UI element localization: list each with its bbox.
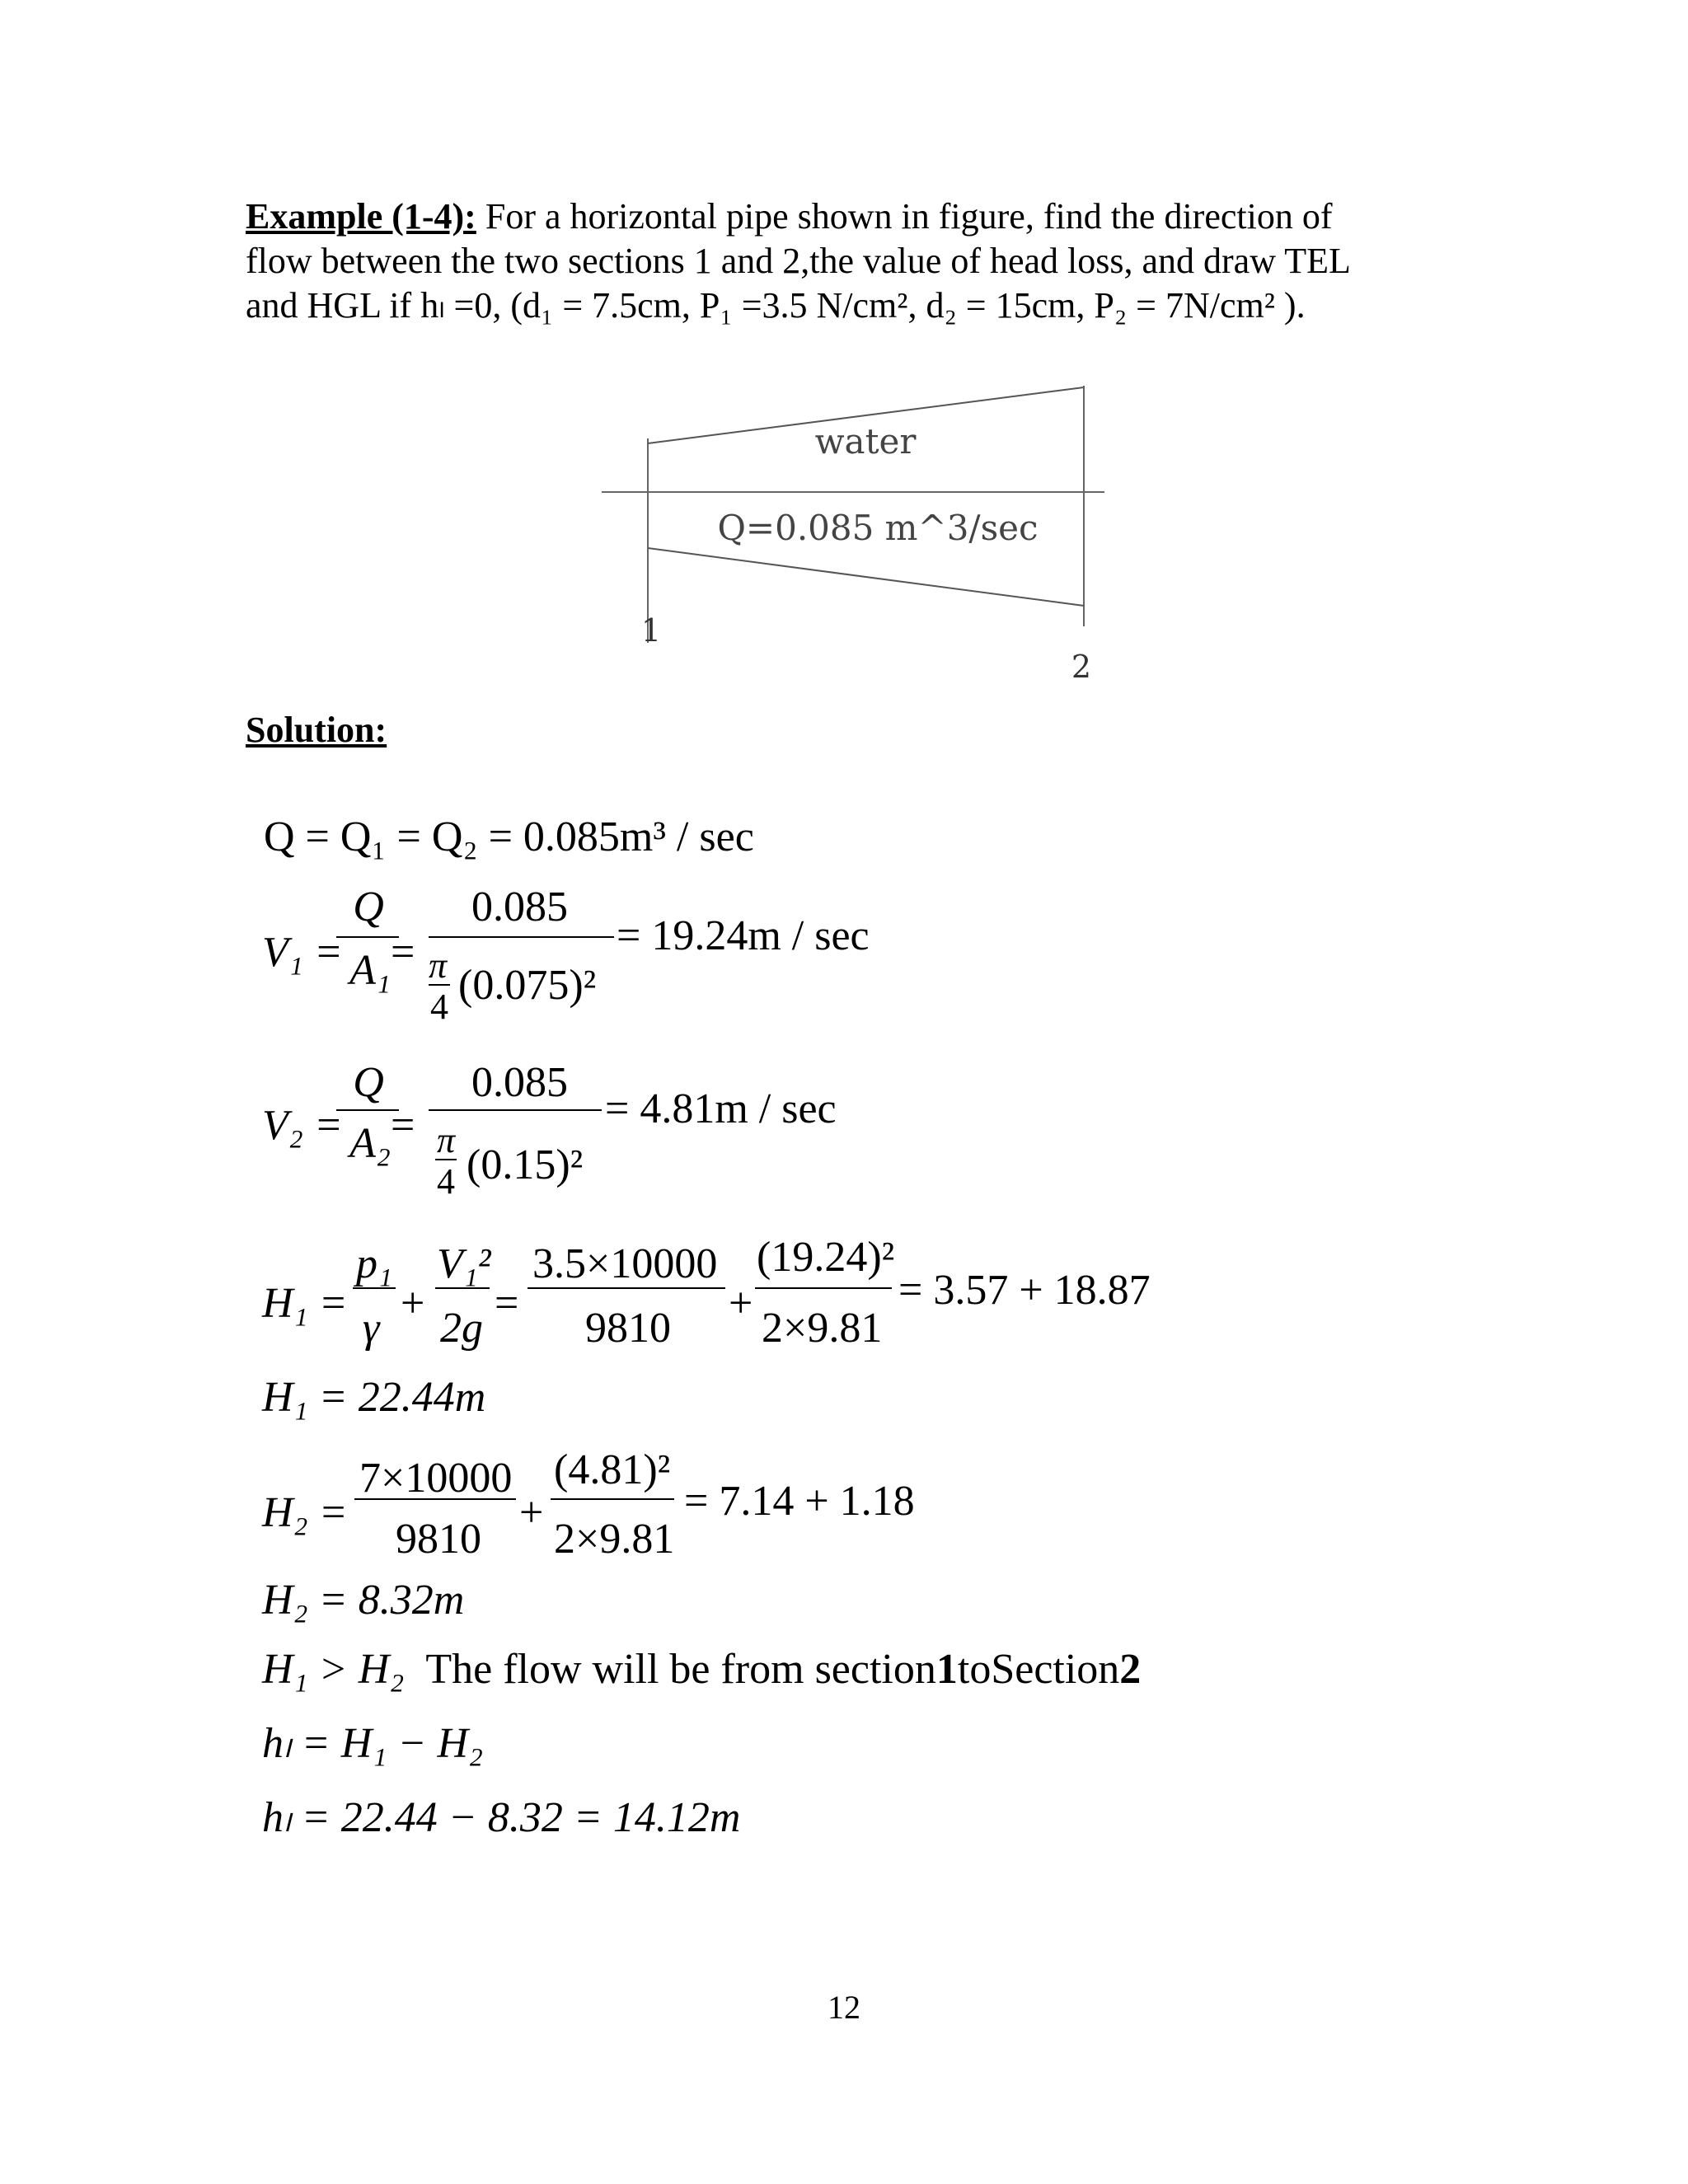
section-2-label: 2 xyxy=(1071,649,1092,685)
h1-plus-1: + xyxy=(401,1280,425,1327)
h1-eq-sign: = xyxy=(495,1280,519,1327)
h1-lhs: H₁ = xyxy=(262,1280,348,1327)
v1-lhs: V₁ = xyxy=(262,929,343,976)
h1-bar-1 xyxy=(528,1287,725,1289)
flow-direction-to: toSection xyxy=(957,1646,1120,1693)
section-to: 2 xyxy=(1119,1646,1142,1693)
flow-direction-statement xyxy=(262,1648,1141,1691)
v1-result: = 19.24m / sec xyxy=(617,912,870,959)
v2-frac-bar-1 xyxy=(336,1109,399,1111)
v1-four: 4 xyxy=(430,987,448,1027)
h1-num-2: (19.24)² xyxy=(757,1234,895,1281)
h2-num-1: 7×10000 xyxy=(359,1455,513,1502)
h1-den-1: 9810 xyxy=(585,1305,671,1352)
v2-a: A₂ xyxy=(349,1120,391,1167)
statement-line-1: For a horizontal pipe shown in figure, find the direction of xyxy=(476,196,1333,237)
v2-diameter: (0.15)² xyxy=(467,1141,584,1188)
v2-q: Q xyxy=(353,1059,384,1106)
v2-pi: π xyxy=(437,1120,456,1160)
h1-result: = 3.57 + 18.87 xyxy=(898,1267,1151,1314)
v2-four: 4 xyxy=(437,1161,455,1202)
v2-result: = 4.81m / sec xyxy=(605,1085,837,1132)
h1-bar-p xyxy=(353,1287,396,1289)
statement-line-2: flow between the two sections 1 and 2,the value of head loss, and draw TEL xyxy=(246,241,1351,281)
fluid-label: water xyxy=(814,421,917,462)
h1-2g: 2g xyxy=(440,1305,483,1352)
section-from: 1 xyxy=(935,1646,958,1693)
h1-p: p₁ xyxy=(356,1240,393,1287)
flow-direction-text: The flow will be from section xyxy=(425,1646,936,1693)
v2-pi-bar xyxy=(435,1159,457,1160)
v1-frac-bar-1 xyxy=(336,936,399,938)
solution-label: Solution: xyxy=(246,710,387,750)
h1-bar-2 xyxy=(755,1287,892,1289)
v1-eq-sign: = xyxy=(391,929,415,976)
pipe-figure xyxy=(593,379,1121,692)
h2-bar-1 xyxy=(354,1498,516,1500)
h1-v: V₁² xyxy=(437,1240,491,1287)
h1-gamma: γ xyxy=(363,1305,380,1352)
v1-q: Q xyxy=(353,883,384,930)
h2-den-2: 2×9.81 xyxy=(554,1516,675,1563)
h1-final: H₁ = 22.44m xyxy=(262,1374,486,1421)
section-1-label: 1 xyxy=(640,612,662,649)
h2-lhs: H₂ = xyxy=(262,1489,348,1536)
example-label: Example (1-4): xyxy=(246,196,476,237)
head-loss-value: hₗ = 22.44 − 8.32 = 14.12m xyxy=(262,1794,741,1841)
head-loss-definition: hₗ = H₁ − H₂ xyxy=(262,1720,484,1767)
h2-plus: + xyxy=(519,1489,544,1536)
head-comparison: H₁ > H₂ xyxy=(262,1646,405,1693)
v1-pi: π xyxy=(429,945,448,986)
statement-line-3: and HGL if hₗ =0, (d₁ = 7.5cm, P₁ =3.5 N/cm², d₂ = 15cm, P₂ = 7N/cm² ). xyxy=(246,285,1306,326)
v2-lhs: V₂ = xyxy=(262,1102,343,1149)
v2-eq-sign: = xyxy=(391,1102,415,1149)
v1-frac-bar-2 xyxy=(429,936,614,938)
h1-num-1: 3.5×10000 xyxy=(532,1240,718,1287)
v1-pi-bar xyxy=(429,984,450,986)
flow-continuity-equation: Q = Q₁ = Q₂ = 0.085m³ / sec xyxy=(264,813,754,860)
v1-diameter: (0.075)² xyxy=(458,962,597,1009)
h2-den-1: 9810 xyxy=(396,1516,481,1563)
h1-plus-2: + xyxy=(729,1280,753,1327)
h2-final: H₂ = 8.32m xyxy=(262,1577,465,1624)
h2-bar-2 xyxy=(551,1498,674,1500)
v1-a: A₁ xyxy=(349,947,391,994)
v2-numerator: 0.085 xyxy=(471,1059,568,1106)
v1-numerator: 0.085 xyxy=(471,883,568,930)
problem-statement xyxy=(246,194,1449,328)
h1-bar-v xyxy=(435,1287,490,1289)
flow-rate-label: Q=0.085 m^3/sec xyxy=(717,508,1039,548)
h1-den-2: 2×9.81 xyxy=(762,1305,883,1352)
v2-frac-bar-2 xyxy=(429,1109,602,1111)
h2-num-2: (4.81)² xyxy=(554,1446,671,1493)
h2-result: = 7.14 + 1.18 xyxy=(684,1478,915,1525)
pipe-bottom-wall xyxy=(648,548,1084,606)
page-number: 12 xyxy=(828,1989,860,2026)
